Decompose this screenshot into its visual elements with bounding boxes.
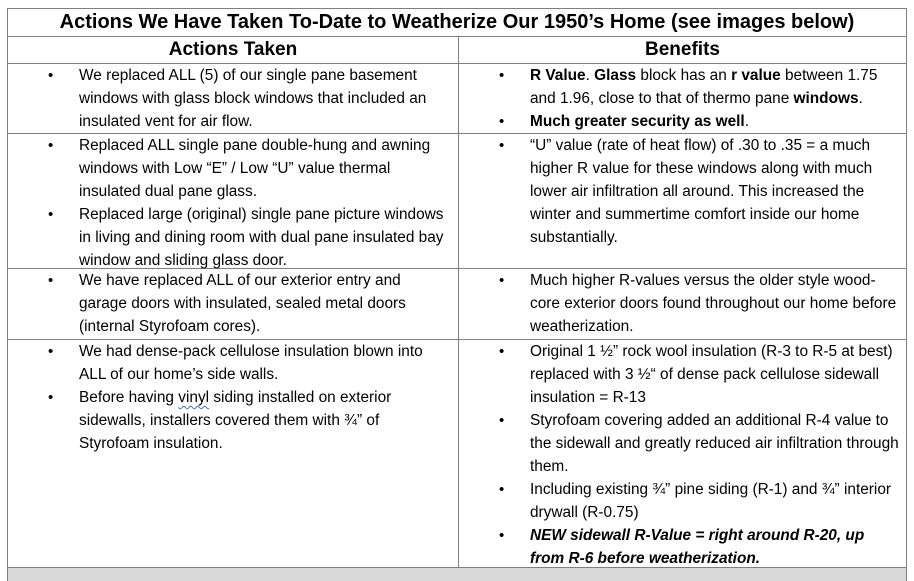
list-item: • Original 1 ½” rock wool insulation (R-3 to R-5 at best) replaced with 3 ½“ of dense pack cellulose sidewall insulation = R-13 xyxy=(459,340,906,409)
list-item: • Much higher R-values versus the older style wood-core exterior doors found throughout our home before weatherization. xyxy=(459,269,906,338)
spellcheck-word: vinyl xyxy=(178,389,210,406)
benefits-cell xyxy=(459,64,906,133)
list-item: • We replaced ALL (5) of our single pane basement windows with glass block windows that included an insulated vent for air flow. xyxy=(8,64,458,133)
shaded-row xyxy=(7,567,907,581)
benefits-header: Benefits xyxy=(645,39,720,60)
list-item: • NEW sidewall R-Value = right around R-20, up from R-6 before weatherization. xyxy=(459,524,906,570)
list-item: • Replaced ALL single pane double-hung and awning windows with Low “E” / Low “U” value thermal insulated dual pane glass. xyxy=(8,134,458,203)
actions-cell xyxy=(8,64,459,133)
list-item: • Before having vinyl siding installed on exterior sidewalls, installers covered them with ¾” of Styrofoam insulation. xyxy=(8,386,458,455)
list-item: • “U” value (rate of heat flow) of .30 to .35 = a much higher R value for these windows along with much lower air infiltration all around. This increased the winter and summertime comfort inside our home substantially. xyxy=(459,134,906,249)
benefits-cell xyxy=(459,340,906,568)
table-row xyxy=(8,269,906,340)
actions-cell xyxy=(8,340,459,568)
table-row xyxy=(8,134,906,269)
list-item: • We had dense-pack cellulose insulation blown into ALL of our home’s side walls. xyxy=(8,340,458,386)
list-item: • Including existing ¾” pine siding (R-1) and ¾” interior drywall (R-0.75) xyxy=(459,478,906,524)
list-item: • R Value. Glass block has an r value between 1.75 and 1.96, close to that of thermo pane windows. xyxy=(459,64,906,110)
weatherization-table xyxy=(7,8,907,569)
actions-cell xyxy=(8,269,459,339)
list-item: • Styrofoam covering added an additional R-4 value to the sidewall and greatly reduced air infiltration through them. xyxy=(459,409,906,478)
list-item: • We have replaced ALL of our exterior entry and garage doors with insulated, sealed metal doors (internal Styrofoam cores). xyxy=(8,269,458,338)
table-row xyxy=(8,340,906,569)
benefits-cell xyxy=(459,134,906,268)
list-item: • Much greater security as well. xyxy=(459,110,906,133)
list-item: • Replaced large (original) single pane picture windows in living and dining room with dual pane insulated bay window and sliding glass door. xyxy=(8,203,458,272)
actions-header: Actions Taken xyxy=(8,37,459,63)
benefits-cell xyxy=(459,269,906,339)
table-title: Actions We Have Taken To-Date to Weatherize Our 1950’s Home (see images below) xyxy=(8,9,906,37)
table-row xyxy=(8,64,906,134)
header-row xyxy=(8,37,906,64)
actions-cell xyxy=(8,134,459,268)
